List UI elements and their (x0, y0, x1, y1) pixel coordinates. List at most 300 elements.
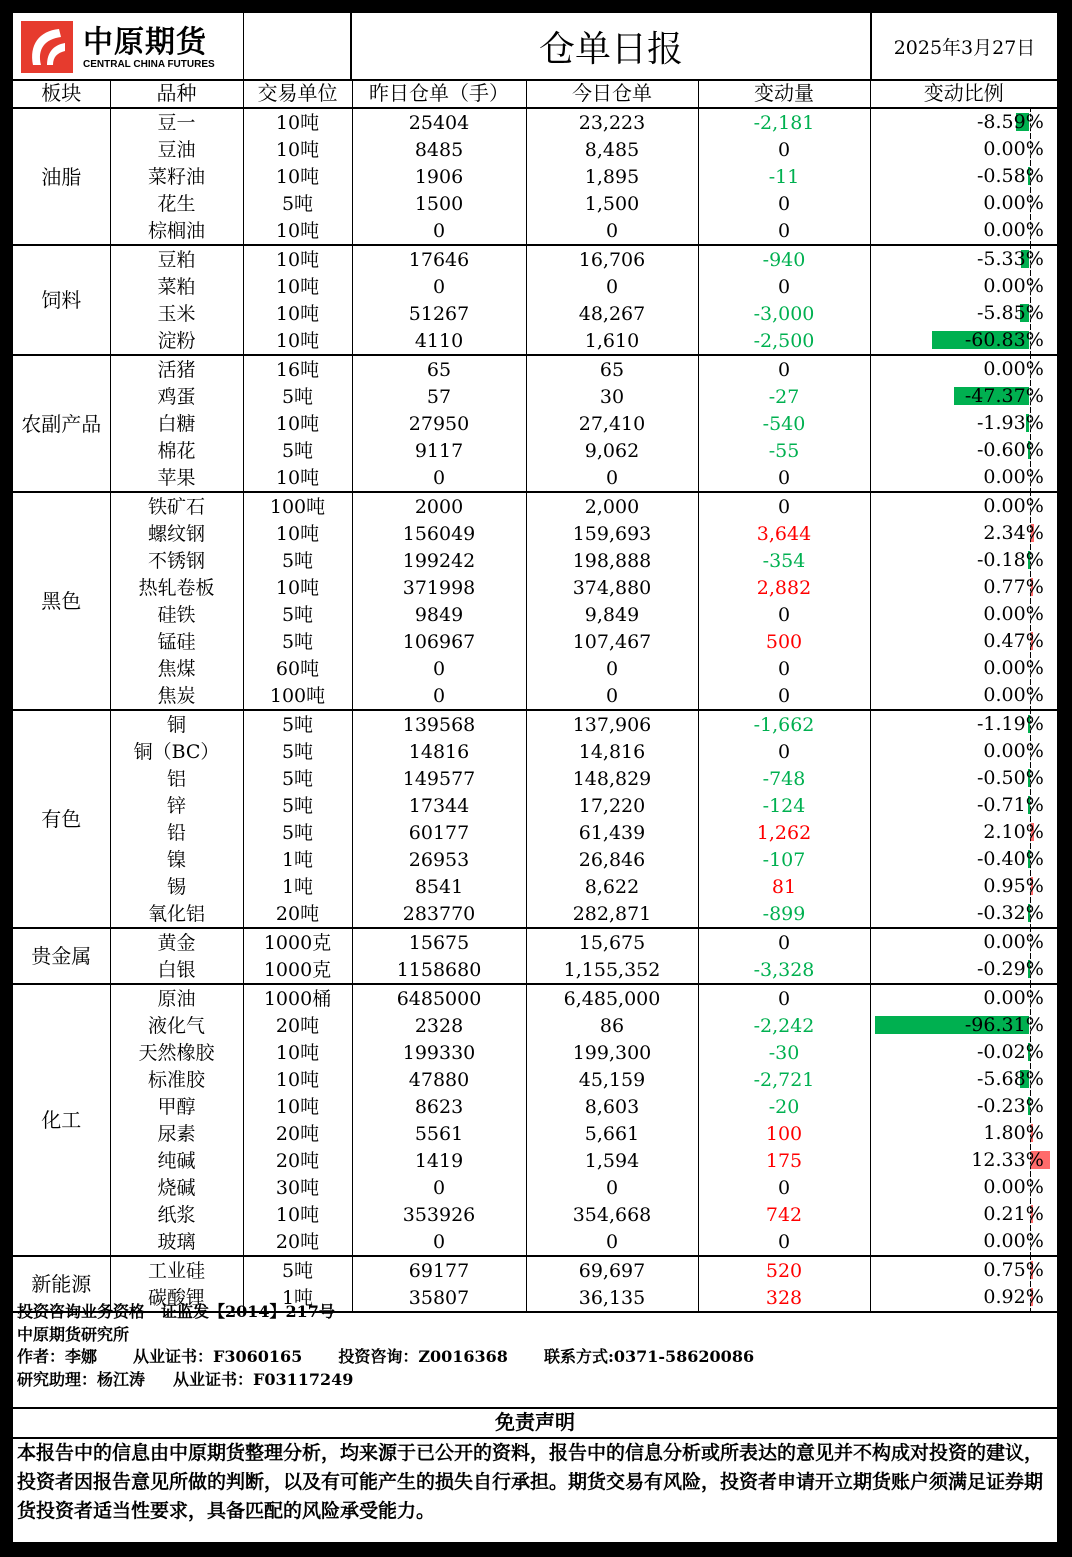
today-receipts: 198,888 (526, 547, 698, 574)
product-name: 淀粉 (110, 327, 243, 355)
today-receipts: 36,135 (526, 1284, 698, 1312)
change-pct-value: 0.00% (983, 358, 1044, 380)
change-pct-value: 0.00% (983, 138, 1044, 160)
change-pct-value: 0.00% (983, 219, 1044, 241)
table-row (13, 574, 1057, 601)
change-amount: -30 (698, 1039, 870, 1066)
change-amount: 0 (698, 738, 870, 765)
today-receipts: 0 (526, 655, 698, 682)
change-pct-value: 0.92% (983, 1286, 1044, 1308)
product-name: 铅 (110, 819, 243, 846)
logo-chinese-name: 中原期货 (83, 25, 207, 60)
change-amount: -899 (698, 900, 870, 928)
table-row (13, 956, 1057, 984)
prev-receipts: 8623 (352, 1093, 526, 1120)
change-pct-cell (870, 601, 1057, 628)
prev-receipts: 14816 (352, 738, 526, 765)
sector-name: 饲料 (13, 245, 110, 355)
change-amount: 81 (698, 873, 870, 900)
prev-receipts: 4110 (352, 327, 526, 355)
col-header-unit: 交易单位 (243, 79, 352, 108)
change-pct-value: -0.71% (976, 794, 1044, 816)
change-amount: 0 (698, 355, 870, 383)
change-amount: -20 (698, 1093, 870, 1120)
prev-receipts: 25404 (352, 108, 526, 136)
change-amount: 520 (698, 1256, 870, 1284)
change-pct-value: 0.00% (983, 684, 1044, 706)
change-pct-cell (870, 492, 1057, 520)
today-receipts: 8,485 (526, 136, 698, 163)
prev-receipts: 57 (352, 383, 526, 410)
change-pct-cell (870, 383, 1057, 410)
today-receipts: 1,895 (526, 163, 698, 190)
today-receipts: 107,467 (526, 628, 698, 655)
change-pct-cell (870, 245, 1057, 273)
table-row (13, 928, 1057, 956)
today-receipts: 1,155,352 (526, 956, 698, 984)
product-name: 活猪 (110, 355, 243, 383)
change-pct-cell (870, 846, 1057, 873)
product-name: 棉花 (110, 437, 243, 464)
product-name: 甲醇 (110, 1093, 243, 1120)
prev-receipts: 17646 (352, 245, 526, 273)
trade-unit: 10吨 (243, 245, 352, 273)
change-pct-value: -96.31% (964, 1014, 1044, 1036)
author-line (17, 1346, 754, 1369)
table-row (13, 520, 1057, 547)
change-pct-value: 0.47% (983, 630, 1044, 652)
today-receipts: 282,871 (526, 900, 698, 928)
trade-unit: 10吨 (243, 1039, 352, 1066)
change-pct-value: 2.10% (983, 821, 1044, 843)
prev-receipts: 26953 (352, 846, 526, 873)
table-row (13, 819, 1057, 846)
change-amount: -107 (698, 846, 870, 873)
change-pct-value: -1.19% (976, 713, 1044, 735)
prev-receipts: 17344 (352, 792, 526, 819)
table-row (13, 464, 1057, 492)
product-name: 铁矿石 (110, 492, 243, 520)
change-pct-value: -0.18% (976, 549, 1044, 571)
change-pct-value: 0.00% (983, 275, 1044, 297)
change-pct-value: 1.80% (983, 1122, 1044, 1144)
table-row (13, 1012, 1057, 1039)
today-receipts: 26,846 (526, 846, 698, 873)
prev-receipts: 8541 (352, 873, 526, 900)
change-pct-cell (870, 928, 1057, 956)
change-pct-value: 0.00% (983, 987, 1044, 1009)
change-pct-value: -0.40% (976, 848, 1044, 870)
trade-unit: 100吨 (243, 492, 352, 520)
table-row (13, 383, 1057, 410)
change-amount: -354 (698, 547, 870, 574)
table-row (13, 245, 1057, 273)
change-pct-cell (870, 1256, 1057, 1284)
change-amount: -2,721 (698, 1066, 870, 1093)
change-pct-cell (870, 163, 1057, 190)
table-row (13, 163, 1057, 190)
col-header-product: 品种 (110, 79, 243, 108)
change-pct-cell (870, 682, 1057, 710)
prev-receipts: 69177 (352, 1256, 526, 1284)
prev-receipts: 65 (352, 355, 526, 383)
trade-unit: 10吨 (243, 574, 352, 601)
table-row (13, 628, 1057, 655)
change-pct-cell (870, 900, 1057, 928)
change-pct-cell (870, 520, 1057, 547)
trade-unit: 1000克 (243, 928, 352, 956)
prev-receipts: 353926 (352, 1201, 526, 1228)
prev-receipts: 5561 (352, 1120, 526, 1147)
product-name: 豆油 (110, 136, 243, 163)
today-receipts: 148,829 (526, 765, 698, 792)
table-body (13, 108, 1057, 1312)
product-name: 硅铁 (110, 601, 243, 628)
change-amount: 0 (698, 136, 870, 163)
trade-unit: 10吨 (243, 217, 352, 245)
today-receipts: 0 (526, 1174, 698, 1201)
logo-english-name: CENTRAL CHINA FUTURES (83, 59, 215, 70)
today-receipts: 354,668 (526, 1201, 698, 1228)
logo (13, 13, 244, 79)
today-receipts: 9,062 (526, 437, 698, 464)
change-pct-cell (870, 136, 1057, 163)
table-row (13, 355, 1057, 383)
table-row (13, 873, 1057, 900)
trade-unit: 30吨 (243, 1174, 352, 1201)
change-pct-cell (870, 1012, 1057, 1039)
change-amount: 0 (698, 655, 870, 682)
institute-line: 中原期货研究所 (17, 1324, 130, 1344)
change-amount: 0 (698, 1174, 870, 1201)
prev-receipts: 2328 (352, 1012, 526, 1039)
today-receipts: 1,610 (526, 327, 698, 355)
change-pct-value: -0.50% (976, 767, 1044, 789)
trade-unit: 20吨 (243, 900, 352, 928)
sector-name: 贵金属 (13, 928, 110, 984)
prev-receipts: 51267 (352, 300, 526, 327)
trade-unit: 20吨 (243, 1012, 352, 1039)
trade-unit: 5吨 (243, 710, 352, 738)
change-pct-cell (870, 765, 1057, 792)
change-amount: -748 (698, 765, 870, 792)
table-row (13, 655, 1057, 682)
sector-name: 化工 (13, 984, 110, 1256)
product-name: 棕榈油 (110, 217, 243, 245)
change-pct-value: -0.58% (976, 165, 1044, 187)
table-row (13, 273, 1057, 300)
col-header-today: 今日仓单 (526, 79, 698, 108)
product-name: 纸浆 (110, 1201, 243, 1228)
change-amount: -2,500 (698, 327, 870, 355)
change-pct-value: -0.32% (976, 902, 1044, 924)
change-pct-value: 2.34% (983, 522, 1044, 544)
product-name: 氧化铝 (110, 900, 243, 928)
today-receipts: 0 (526, 1228, 698, 1256)
table-row (13, 792, 1057, 819)
change-pct-value: -5.85% (976, 302, 1044, 324)
change-amount: -2,181 (698, 108, 870, 136)
header-blank-cell (244, 13, 352, 79)
change-pct-cell (870, 300, 1057, 327)
trade-unit: 5吨 (243, 190, 352, 217)
prev-receipts: 9117 (352, 437, 526, 464)
product-name: 白糖 (110, 410, 243, 437)
change-amount: 0 (698, 1228, 870, 1256)
prev-receipts: 106967 (352, 628, 526, 655)
change-pct-cell (870, 1174, 1057, 1201)
today-receipts: 14,816 (526, 738, 698, 765)
trade-unit: 10吨 (243, 464, 352, 492)
prev-receipts: 371998 (352, 574, 526, 601)
table-row (13, 1228, 1057, 1256)
disclaimer-title: 免责声明 (13, 1407, 1057, 1439)
trade-unit: 1000克 (243, 956, 352, 984)
table-row (13, 765, 1057, 792)
today-receipts: 16,706 (526, 245, 698, 273)
col-header-change: 变动量 (698, 79, 870, 108)
trade-unit: 60吨 (243, 655, 352, 682)
change-amount: 175 (698, 1147, 870, 1174)
trade-unit: 16吨 (243, 355, 352, 383)
product-name: 鸡蛋 (110, 383, 243, 410)
trade-unit: 10吨 (243, 1093, 352, 1120)
change-pct-cell (870, 437, 1057, 464)
prev-receipts: 2000 (352, 492, 526, 520)
product-name: 锡 (110, 873, 243, 900)
warehouse-receipt-table (13, 79, 1057, 1313)
change-amount: 0 (698, 984, 870, 1012)
trade-unit: 20吨 (243, 1147, 352, 1174)
product-name: 锰硅 (110, 628, 243, 655)
product-name: 尿素 (110, 1120, 243, 1147)
today-receipts: 27,410 (526, 410, 698, 437)
prev-receipts: 1906 (352, 163, 526, 190)
author-name: 作者：李娜 (17, 1347, 98, 1366)
product-name: 铝 (110, 765, 243, 792)
product-name: 标准胶 (110, 1066, 243, 1093)
change-pct-value: 0.00% (983, 931, 1044, 953)
change-pct-cell (870, 1201, 1057, 1228)
change-pct-cell (870, 1039, 1057, 1066)
trade-unit: 5吨 (243, 628, 352, 655)
change-amount: -940 (698, 245, 870, 273)
change-amount: 2,882 (698, 574, 870, 601)
change-amount: 3,644 (698, 520, 870, 547)
today-receipts: 45,159 (526, 1066, 698, 1093)
change-pct-value: 0.95% (983, 875, 1044, 897)
prev-receipts: 9849 (352, 601, 526, 628)
table-row (13, 738, 1057, 765)
change-amount: 0 (698, 217, 870, 245)
prev-receipts: 27950 (352, 410, 526, 437)
product-name: 黄金 (110, 928, 243, 956)
trade-unit: 10吨 (243, 410, 352, 437)
product-name: 镍 (110, 846, 243, 873)
disclaimer-text: 本报告中的信息由中原期货整理分析，均来源于已公开的资料，报告中的信息分析或所表达的意见并不构成对投资的建议，投资者因报告意见所做的判断，以及有可能产生的损失自行承担。期货交易有风险，投资者申请开立期货账户须满足证券期货投资者适当性要求，具备匹配的风险承受能力。 (17, 1442, 1044, 1522)
product-name: 锌 (110, 792, 243, 819)
trade-unit: 1吨 (243, 1284, 352, 1312)
today-receipts: 6,485,000 (526, 984, 698, 1012)
trade-unit: 10吨 (243, 520, 352, 547)
trade-unit: 5吨 (243, 547, 352, 574)
table-row (13, 846, 1057, 873)
trade-unit: 10吨 (243, 327, 352, 355)
today-receipts: 2,000 (526, 492, 698, 520)
change-amount: -1,662 (698, 710, 870, 738)
change-pct-cell (870, 355, 1057, 383)
table-row (13, 682, 1057, 710)
today-receipts: 23,223 (526, 108, 698, 136)
change-pct-value: -0.29% (976, 958, 1044, 980)
col-header-pct: 变动比例 (870, 79, 1057, 108)
today-receipts: 0 (526, 682, 698, 710)
change-pct-cell (870, 108, 1057, 136)
change-pct-cell (870, 327, 1057, 355)
change-pct-cell (870, 819, 1057, 846)
change-pct-value: 0.00% (983, 495, 1044, 517)
change-pct-value: 0.00% (983, 466, 1044, 488)
product-name: 热轧卷板 (110, 574, 243, 601)
change-amount: 1,262 (698, 819, 870, 846)
today-receipts: 17,220 (526, 792, 698, 819)
change-pct-cell (870, 1120, 1057, 1147)
prev-receipts: 47880 (352, 1066, 526, 1093)
change-pct-value: -0.02% (976, 1041, 1044, 1063)
report-sheet (11, 11, 1059, 1544)
prev-receipts: 0 (352, 1228, 526, 1256)
assistant-line (17, 1369, 754, 1392)
table-row (13, 217, 1057, 245)
prev-receipts: 139568 (352, 710, 526, 738)
prev-receipts: 0 (352, 464, 526, 492)
table-row (13, 1066, 1057, 1093)
change-pct-value: -8.59% (976, 111, 1044, 133)
change-pct-value: -5.68% (976, 1068, 1044, 1090)
today-receipts: 61,439 (526, 819, 698, 846)
table-row (13, 984, 1057, 1012)
product-name: 铜（BC） (110, 738, 243, 765)
product-name: 天然橡胶 (110, 1039, 243, 1066)
today-receipts: 374,880 (526, 574, 698, 601)
table-row (13, 1201, 1057, 1228)
company-logo-icon (21, 21, 73, 73)
change-amount: -55 (698, 437, 870, 464)
change-pct-cell (870, 655, 1057, 682)
change-amount: 0 (698, 492, 870, 520)
assistant-license: 从业证书：F03117249 (173, 1369, 354, 1389)
product-name: 铜 (110, 710, 243, 738)
change-pct-value: -60.83% (964, 329, 1044, 351)
trade-unit: 1000桶 (243, 984, 352, 1012)
trade-unit: 5吨 (243, 437, 352, 464)
today-receipts: 65 (526, 355, 698, 383)
col-header-prev: 昨日仓单（手） (352, 79, 526, 108)
table-row (13, 492, 1057, 520)
today-receipts: 0 (526, 464, 698, 492)
prev-receipts: 60177 (352, 819, 526, 846)
product-name: 焦炭 (110, 682, 243, 710)
table-row (13, 300, 1057, 327)
today-receipts: 0 (526, 217, 698, 245)
product-name: 白银 (110, 956, 243, 984)
change-pct-value: -0.60% (976, 439, 1044, 461)
product-name: 不锈钢 (110, 547, 243, 574)
author-consult: 投资咨询：Z0016368 (338, 1347, 508, 1366)
prev-receipts: 15675 (352, 928, 526, 956)
change-pct-cell (870, 190, 1057, 217)
product-name: 液化气 (110, 1012, 243, 1039)
change-pct-value: 0.00% (983, 603, 1044, 625)
product-name: 菜籽油 (110, 163, 243, 190)
change-pct-cell (870, 217, 1057, 245)
today-receipts: 199,300 (526, 1039, 698, 1066)
change-pct-cell (870, 628, 1057, 655)
change-amount: 742 (698, 1201, 870, 1228)
table-row (13, 1174, 1057, 1201)
change-amount: -3,000 (698, 300, 870, 327)
trade-unit: 10吨 (243, 163, 352, 190)
table-row (13, 1120, 1057, 1147)
today-receipts: 1,594 (526, 1147, 698, 1174)
change-pct-value: -5.33% (976, 248, 1044, 270)
change-pct-value: 0.00% (983, 740, 1044, 762)
trade-unit: 10吨 (243, 273, 352, 300)
assistant-name: 研究助理：杨江涛 (17, 1369, 146, 1389)
report-footer (13, 1297, 1057, 1542)
table-row (13, 1256, 1057, 1284)
prev-receipts: 0 (352, 217, 526, 245)
product-name: 玻璃 (110, 1228, 243, 1256)
product-name: 花生 (110, 190, 243, 217)
trade-unit: 5吨 (243, 1256, 352, 1284)
change-pct-value: -1.93% (976, 412, 1044, 434)
change-pct-value: -47.37% (964, 385, 1044, 407)
prev-receipts: 156049 (352, 520, 526, 547)
today-receipts: 5,661 (526, 1120, 698, 1147)
change-pct-cell (870, 873, 1057, 900)
trade-unit: 100吨 (243, 682, 352, 710)
product-name: 碳酸锂 (110, 1284, 243, 1312)
trade-unit: 1吨 (243, 873, 352, 900)
change-pct-cell (870, 273, 1057, 300)
change-pct-cell (870, 1284, 1057, 1312)
prev-receipts: 0 (352, 682, 526, 710)
trade-unit: 10吨 (243, 1066, 352, 1093)
table-row (13, 437, 1057, 464)
change-pct-cell (870, 984, 1057, 1012)
prev-receipts: 0 (352, 273, 526, 300)
change-pct-cell (870, 574, 1057, 601)
prev-receipts: 8485 (352, 136, 526, 163)
product-name: 螺纹钢 (110, 520, 243, 547)
report-date: 2025年3月27日 (893, 36, 1036, 59)
change-pct-cell (870, 410, 1057, 437)
change-amount: 0 (698, 928, 870, 956)
today-receipts: 8,603 (526, 1093, 698, 1120)
author-license: 从业证书：F3060165 (133, 1347, 303, 1366)
today-receipts: 137,906 (526, 710, 698, 738)
product-name: 菜粕 (110, 273, 243, 300)
change-pct-value: 0.77% (983, 576, 1044, 598)
today-receipts: 86 (526, 1012, 698, 1039)
change-pct-cell (870, 738, 1057, 765)
change-pct-cell (870, 1093, 1057, 1120)
sector-name: 油脂 (13, 108, 110, 245)
table-row (13, 710, 1057, 738)
report-header (13, 13, 1057, 81)
trade-unit: 20吨 (243, 1228, 352, 1256)
